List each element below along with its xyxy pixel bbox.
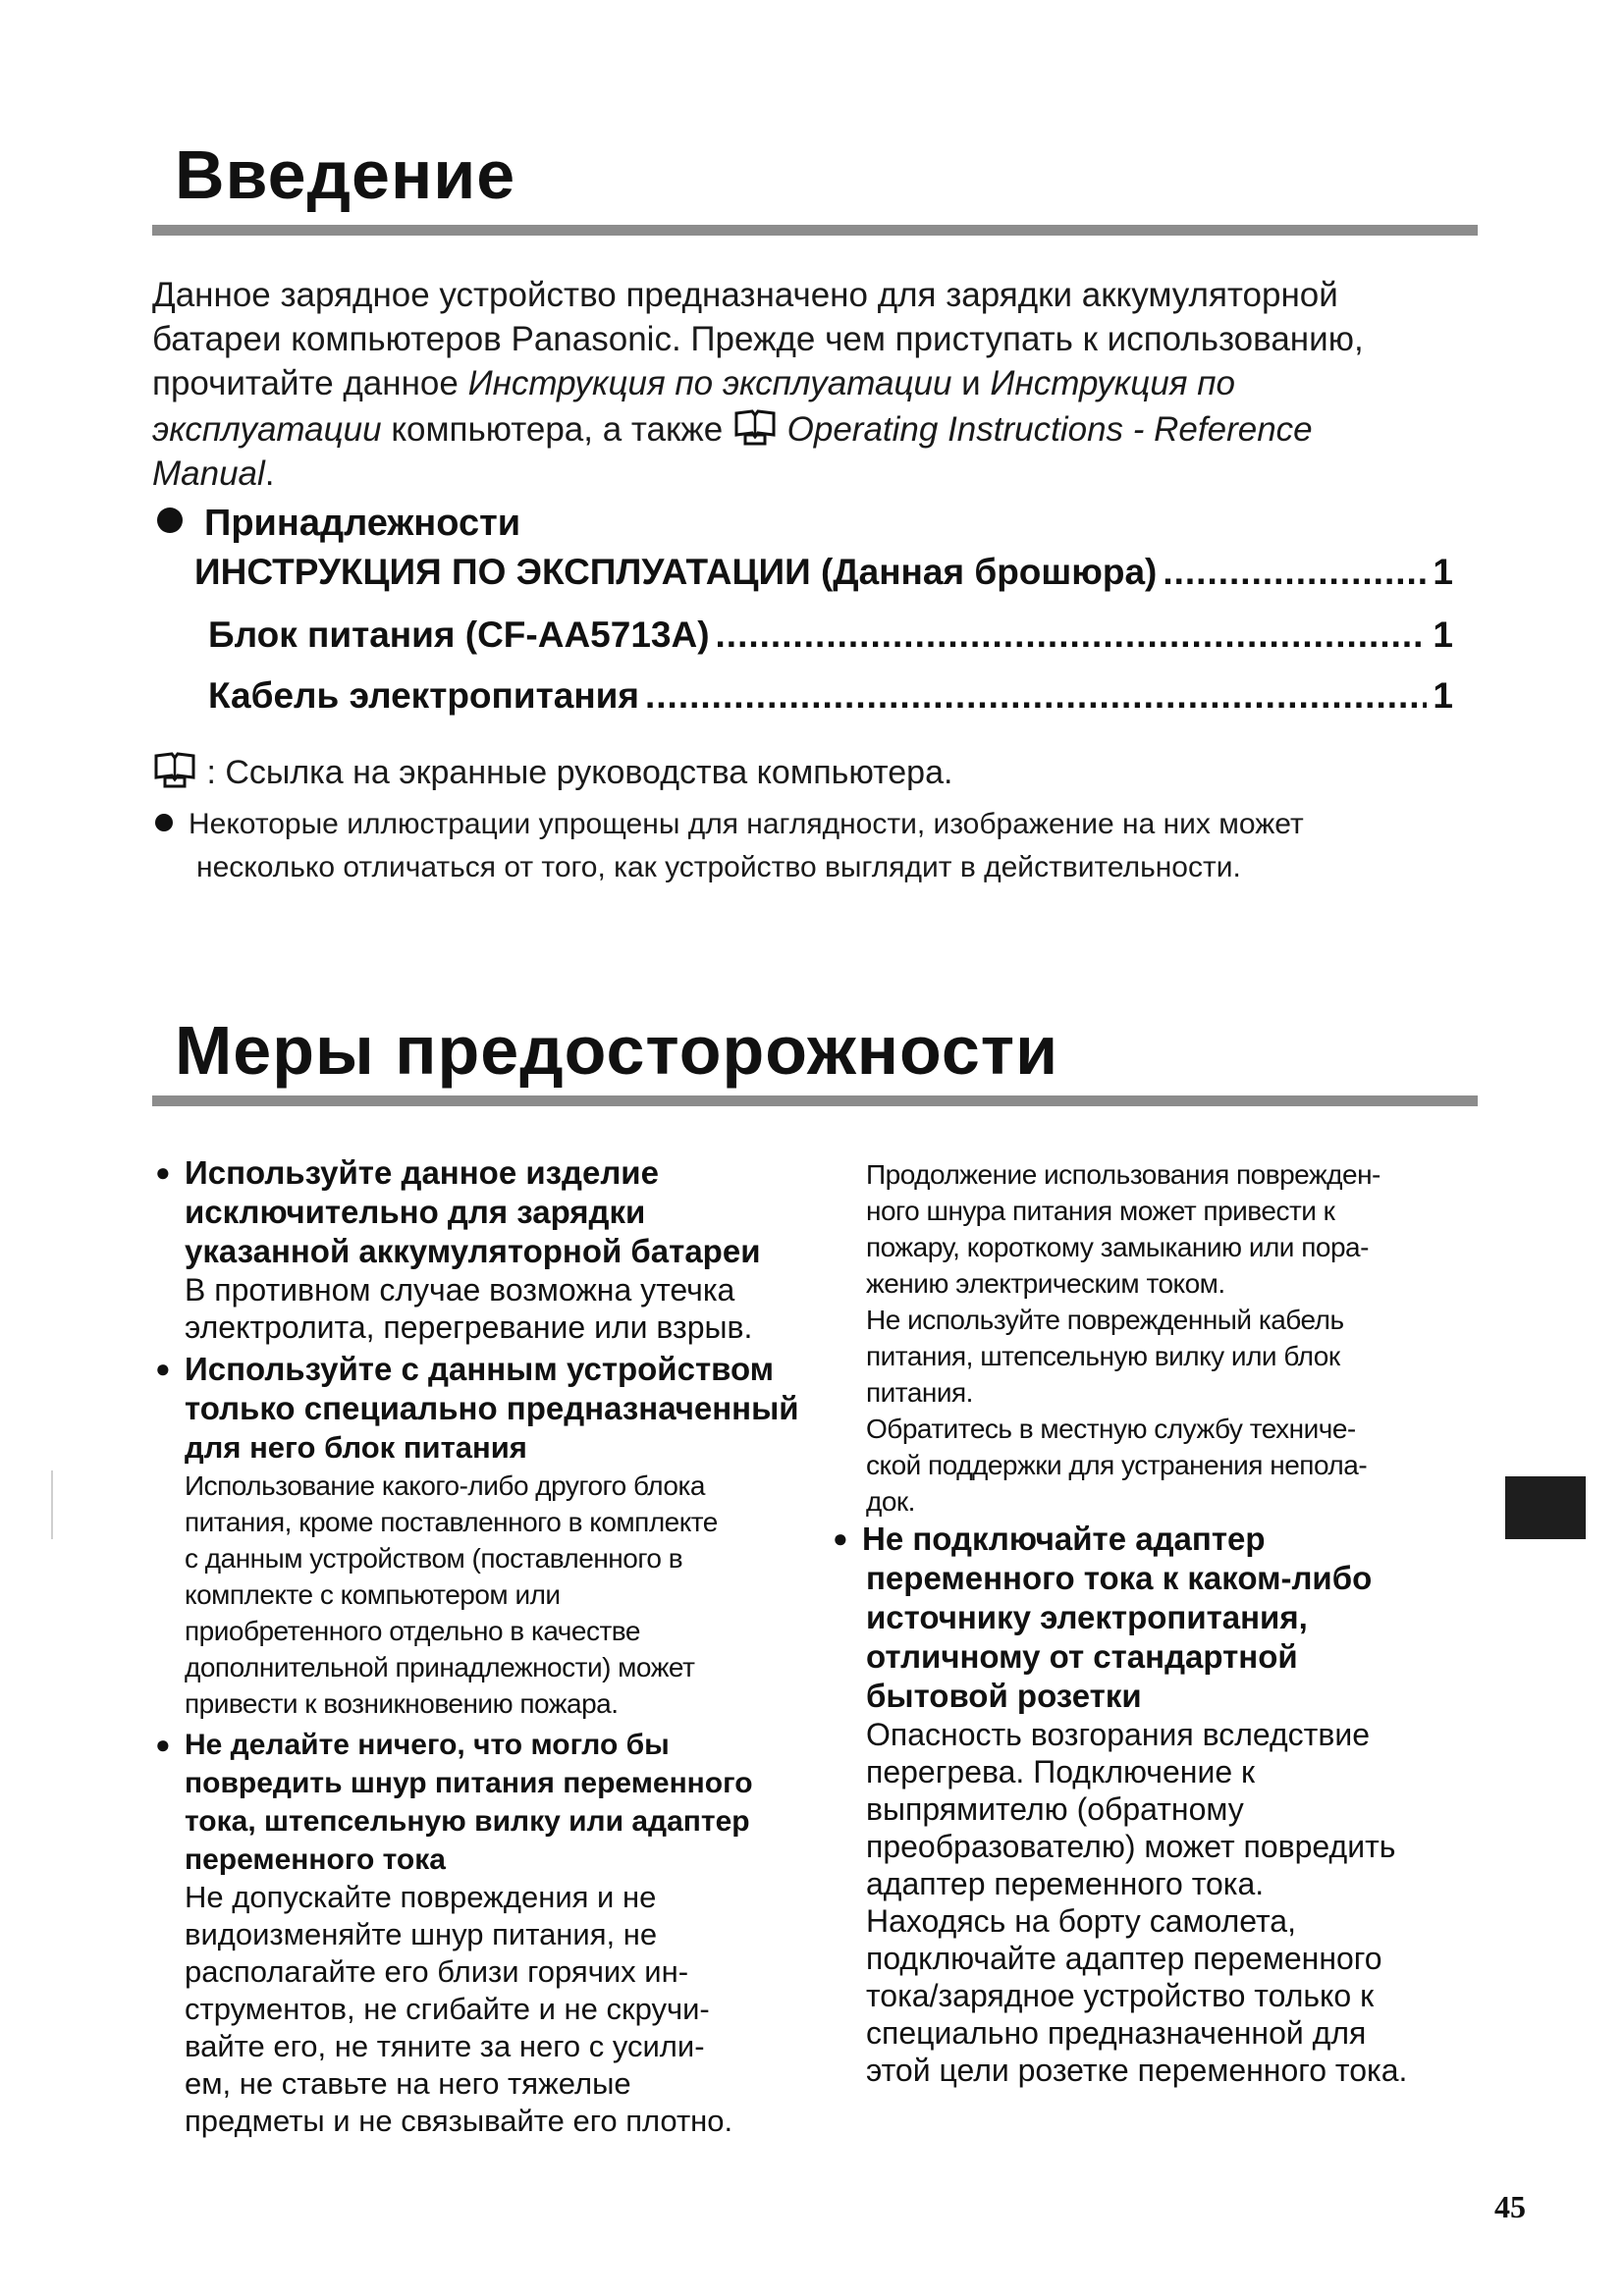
precautions-heading: Меры предосторожности — [175, 1012, 1059, 1089]
precaution-text: преобразователю) может повредить — [866, 1829, 1396, 1864]
precaution-text: ской поддержки для устранения непола- — [866, 1450, 1368, 1480]
onscreen-manual-icon — [152, 748, 197, 789]
accessory-qty: 1 — [1433, 552, 1453, 592]
precaution-heading: Используйте с данным устройством — [185, 1351, 775, 1387]
precaution-text: ем, не ставьте на него тяжелые — [185, 2066, 631, 2101]
precaution-item — [155, 1726, 842, 2140]
reference-manual-title: Operating Instructions - Reference — [777, 410, 1313, 449]
precaution-text: выпрямителю (обратному — [866, 1791, 1244, 1827]
intro-text: и — [951, 364, 991, 402]
accessory-qty: 1 — [1433, 614, 1453, 655]
manual-title-ref: эксплуатации — [152, 410, 382, 449]
precaution-text: этой цели розетке переменного тока. — [866, 2053, 1408, 2088]
intro-paragraph — [152, 273, 1488, 496]
intro-line-1: Данное зарядное устройство предназначено для зарядки аккумуляторной — [152, 276, 1338, 314]
precaution-text: располагайте его близи горячих ин- — [185, 1954, 689, 1989]
accessory-row — [208, 614, 1453, 656]
precaution-text: Использование какого-либо другого блока — [185, 1470, 705, 1501]
precaution-text: Продолжение использования поврежден- — [866, 1159, 1380, 1190]
precaution-heading: источнику электропитания, — [866, 1599, 1308, 1635]
bullet-icon: ● — [155, 1157, 171, 1187]
onscreen-manual-icon — [732, 405, 778, 447]
intro-line-5 — [152, 452, 1488, 496]
precaution-text: питания, штепсельную вилку или блок — [866, 1341, 1340, 1371]
note-text: Некоторые иллюстрации упрощены для наглядности, изображение на них может — [189, 808, 1304, 840]
precaution-text: Не используйте поврежденный кабель — [866, 1305, 1344, 1335]
precaution-text: пожару, короткому замыканию или пора- — [866, 1232, 1369, 1262]
manual-title-ref: Инструкция по эксплуатации — [467, 364, 952, 402]
page-edge-mark — [51, 1470, 53, 1539]
manual-title-ref: Инструкция по — [990, 364, 1235, 402]
accessory-label: Блок питания (CF-AA5713A) — [208, 614, 710, 655]
precaution-text: перегрева. Подключение к — [866, 1754, 1255, 1789]
precaution-item — [155, 1350, 842, 1722]
section-thumb-tab — [1505, 1476, 1586, 1539]
precaution-heading: отличному от стандартной — [866, 1638, 1298, 1675]
precaution-text: предметы и не связывайте его плотно. — [185, 2104, 733, 2138]
precaution-heading: повредить шнур питания переменного — [185, 1767, 753, 1799]
precaution-text: жению электрическим током. — [866, 1268, 1225, 1299]
bullet-icon: ● — [155, 1354, 171, 1383]
illustration-note-line — [155, 846, 1481, 889]
precaution-body — [155, 1153, 842, 1346]
precaution-body — [155, 1726, 842, 2140]
intro-text: компьютера, а также — [381, 410, 732, 449]
precautions-right-column — [833, 1156, 1520, 2089]
bullet-icon: ● — [155, 1730, 171, 1759]
precaution-item — [833, 1520, 1520, 2089]
precaution-text: специально предназначенной для — [866, 2015, 1367, 2051]
precaution-text: комплекте с компьютером или — [185, 1579, 561, 1610]
precaution-text: струментов, не сгибайте и не скручи- — [185, 1992, 710, 2026]
precaution-text: привести к возникновению пожара. — [185, 1688, 619, 1719]
precaution-text: Опасность возгорания вследствие — [866, 1717, 1370, 1752]
precaution-heading: только специально предназначенный — [185, 1390, 799, 1426]
accessory-row — [194, 552, 1453, 593]
intro-text: . — [264, 454, 275, 493]
accessory-label: ИНСТРУКЦИЯ ПО ЭКСПЛУАТАЦИИ (Данная брошюра) — [194, 552, 1158, 592]
precaution-text: тока/зарядное устройство только к — [866, 1978, 1375, 2013]
precaution-heading: бытовой розетки — [866, 1678, 1142, 1714]
precaution-heading: Используйте данное изделие — [185, 1154, 659, 1191]
intro-text: прочитайте данное — [152, 364, 468, 402]
page-number: 45 — [1494, 2189, 1526, 2224]
reference-manual-title: Manual — [152, 454, 265, 493]
precaution-heading: переменного тока к каком-либо — [866, 1560, 1373, 1596]
precaution-text: подключайте адаптер переменного — [866, 1941, 1382, 1976]
precaution-text: приобретенного отдельно в качестве — [185, 1616, 640, 1646]
accessories-heading — [157, 503, 520, 545]
precaution-text: В противном случае возможна утечка — [185, 1272, 735, 1308]
precaution-text: ного шнура питания может привести к — [866, 1196, 1335, 1226]
accessory-label: Кабель электропитания — [208, 675, 639, 716]
intro-heading: Введение — [175, 136, 516, 213]
precaution-heading: исключительно для зарядки — [185, 1194, 646, 1230]
precaution-continued — [833, 1156, 1520, 1520]
accessory-qty: 1 — [1433, 675, 1453, 716]
precaution-heading: тока, штепсельную вилку или адаптер — [185, 1805, 750, 1838]
precaution-text: электролита, перегревание или взрыв. — [185, 1309, 753, 1345]
precaution-text: вайте его, не тяните за него с усили- — [185, 2029, 705, 2063]
precaution-text: Не допускайте повреждения и не — [185, 1880, 657, 1914]
icon-legend-note — [152, 748, 952, 792]
precaution-text: питания, кроме поставленного в комплекте — [185, 1507, 718, 1537]
precaution-heading: переменного тока — [185, 1843, 446, 1876]
precaution-body — [833, 1520, 1520, 2089]
precaution-text: видоизменяйте шнур питания, не — [185, 1917, 658, 1951]
intro-line-4 — [152, 405, 1488, 452]
bullet-icon — [157, 507, 183, 533]
precaution-text: Находясь на борту самолета, — [866, 1903, 1296, 1939]
precaution-body — [155, 1350, 842, 1722]
precaution-text: питания. — [866, 1377, 973, 1408]
accessories-title: Принадлежности — [204, 503, 521, 544]
precaution-text: дополнительной принадлежности) может — [185, 1652, 695, 1682]
bullet-icon: ● — [833, 1523, 848, 1553]
leader-dots — [645, 675, 1427, 717]
leader-dots — [716, 614, 1428, 656]
precaution-heading: для него блок питания — [185, 1430, 527, 1465]
precautions-heading-rule — [152, 1095, 1478, 1106]
precautions-left-column — [155, 1153, 842, 2140]
intro-line-2: батареи компьютеров Panasonic. Прежде чем приступать к использованию, — [152, 320, 1364, 358]
intro-heading-rule — [152, 225, 1478, 236]
intro-line-3 — [152, 361, 1488, 405]
precaution-text: док. — [866, 1486, 915, 1517]
note-text: несколько отличаться от того, как устройство выглядит в действительности. — [196, 851, 1241, 883]
icon-legend-text: : Ссылка на экранные руководства компьютера. — [197, 754, 953, 791]
precaution-heading: Не подключайте адаптер — [862, 1521, 1266, 1557]
precaution-text: с данным устройством (поставленного в — [185, 1543, 683, 1574]
illustration-note-line — [155, 803, 1481, 846]
leader-dots — [1163, 552, 1427, 593]
precaution-text: адаптер переменного тока. — [866, 1866, 1265, 1901]
precaution-heading: указанной аккумуляторной батареи — [185, 1233, 761, 1269]
precaution-heading: Не делайте ничего, что могло бы — [185, 1729, 670, 1761]
bullet-icon — [155, 814, 173, 831]
precaution-item — [155, 1153, 842, 1346]
accessory-row — [208, 675, 1453, 717]
illustration-note — [155, 803, 1481, 889]
precaution-text: Обратитесь в местную службу техниче- — [866, 1414, 1356, 1444]
